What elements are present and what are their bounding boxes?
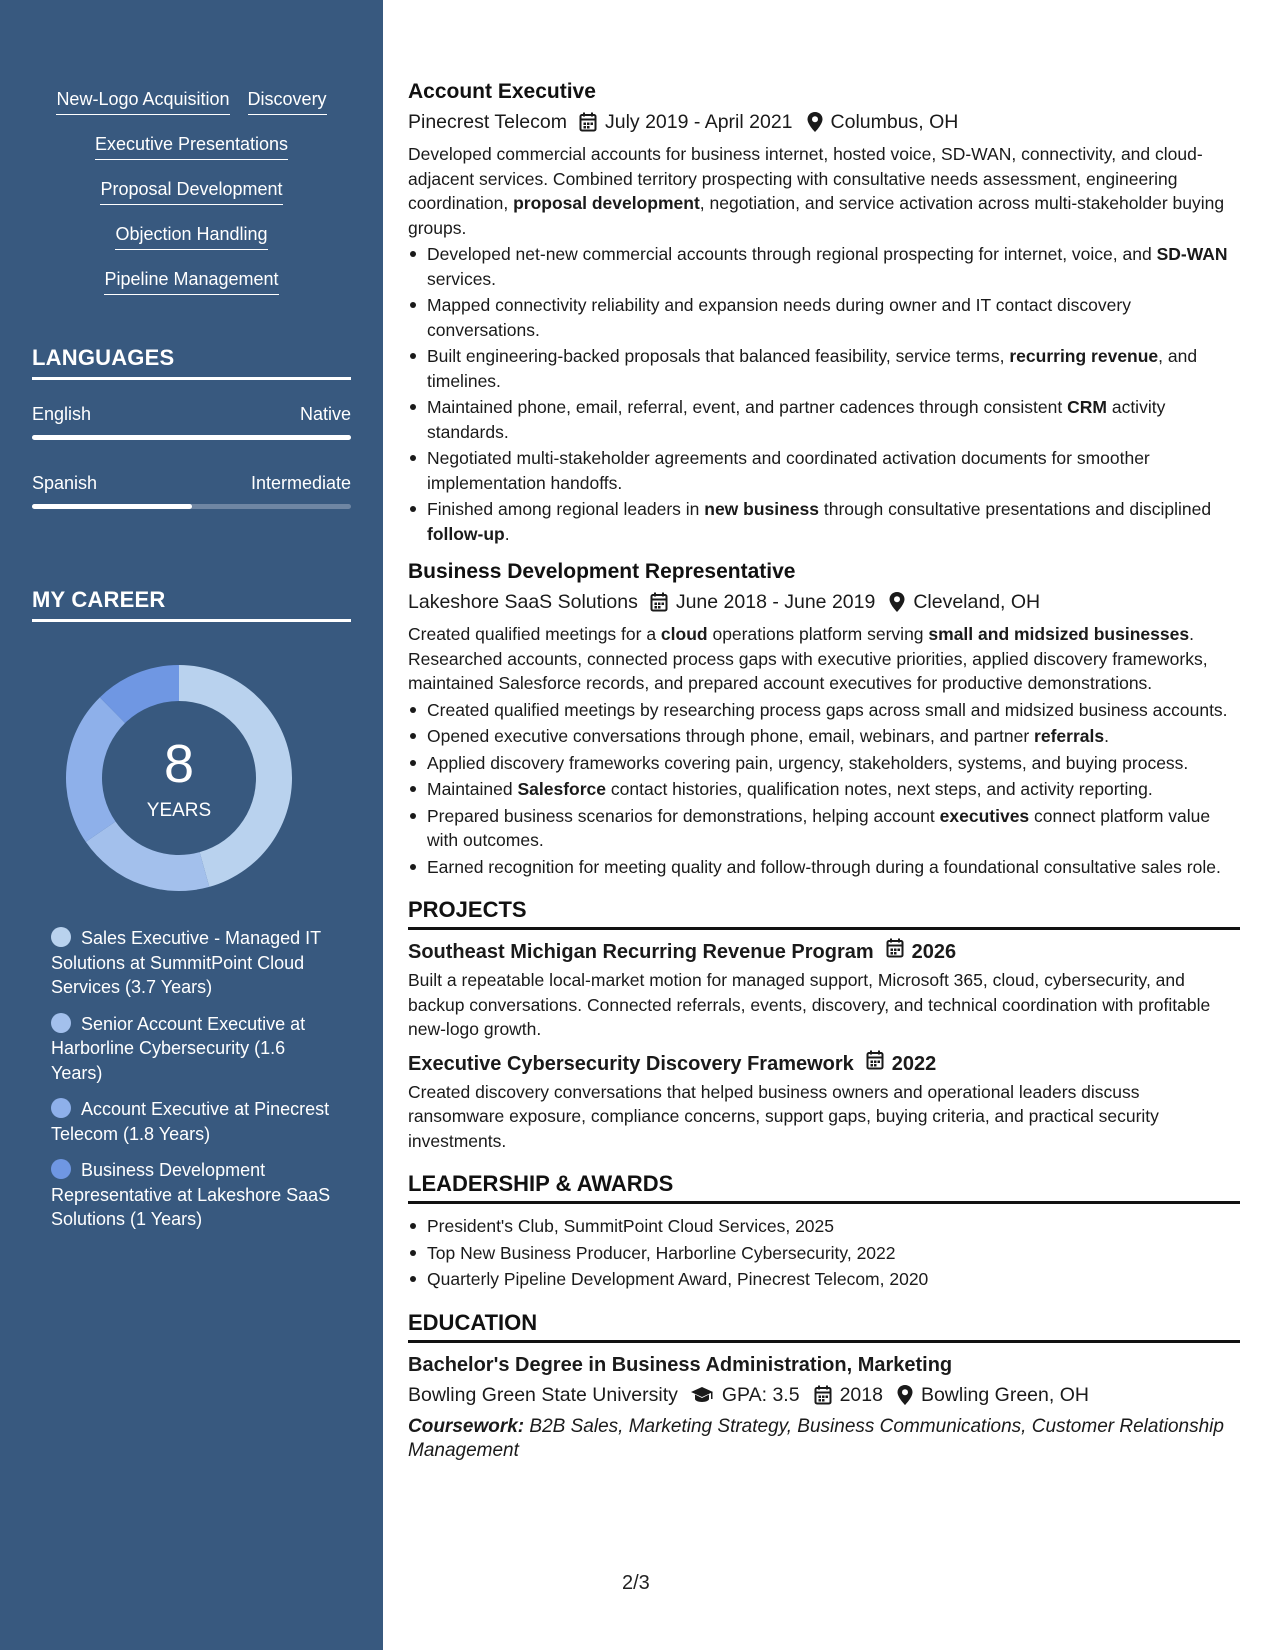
skill-tag: New-Logo Acquisition: [56, 86, 229, 115]
skill-tag: Discovery: [248, 86, 327, 115]
projects-heading: PROJECTS: [408, 897, 1240, 930]
career-item: [51, 926, 331, 1000]
education-degree: Bachelor's Degree in Business Administration, Marketing: [408, 1353, 953, 1376]
career-item: [51, 1097, 331, 1146]
skills-list: [32, 86, 351, 311]
job-bullets: [408, 242, 1240, 546]
career-heading: MY CAREER: [32, 587, 351, 622]
award-item: Quarterly Pipeline Development Award, Pinecrest Telecom, 2020: [408, 1267, 1240, 1292]
project-entry: [408, 938, 1240, 1042]
career-dot: [51, 927, 71, 947]
calendar-icon: [866, 1050, 884, 1078]
job-bullet: Maintained phone, email, referral, event, and partner cadences through consistent CRM activity standards.: [408, 395, 1240, 444]
job-summary: Created qualified meetings for a cloud operations platform serving small and midsized businesses. Researched accounts, connected process gaps with executive priorities, applied discovery frameworks, maintained Salesforce records, and prepared account executives for productive demonstrations.: [408, 624, 1208, 693]
job-entry: [408, 78, 1240, 546]
job-bullet: Applied discovery frameworks covering pain, urgency, stakeholders, systems, and buying process.: [408, 751, 1240, 776]
skill-tag: Objection Handling: [115, 221, 267, 250]
skill-row: [32, 176, 351, 221]
job-title: Account Executive: [408, 80, 596, 103]
calendar-icon: [814, 1385, 832, 1405]
job-bullet: Earned recognition for meeting quality and follow-through during a foundational consultative sales role.: [408, 855, 1240, 880]
education-school: Bowling Green State University: [408, 1383, 678, 1406]
job-bullet: Mapped connectivity reliability and expansion needs during owner and IT contact discovery conversations.: [408, 293, 1240, 342]
language-bar: [32, 435, 351, 440]
language-level: Intermediate: [250, 473, 351, 493]
job-company: Pinecrest Telecom: [408, 111, 567, 133]
coursework-label: Coursework:: [408, 1415, 525, 1437]
education-heading: EDUCATION: [408, 1310, 1240, 1343]
career-item: [51, 1012, 331, 1086]
skill-row: [32, 221, 351, 266]
job-bullets: [408, 698, 1240, 880]
project-title: Southeast Michigan Recurring Revenue Program: [408, 941, 874, 963]
job-dates: June 2018 - June 2019: [675, 591, 876, 613]
skill-tag: Proposal Development: [100, 176, 282, 205]
job-location: Cleveland, OH: [913, 591, 1041, 613]
job-bullet: Created qualified meetings by researching process gaps across small and midsized business accounts.: [408, 698, 1240, 723]
languages-heading: LANGUAGES: [32, 345, 351, 380]
job-bullet: Negotiated multi-stakeholder agreements and coordinated activation documents for smoother implementation handoffs.: [408, 446, 1240, 495]
job-dates: July 2019 - April 2021: [604, 111, 793, 133]
job-location: Columbus, OH: [830, 111, 959, 133]
job-bullet: Opened executive conversations through phone, email, webinars, and partner referrals.: [408, 724, 1240, 749]
career-dot: [51, 1013, 71, 1033]
language-level: Native: [299, 404, 351, 424]
job-meta: [408, 588, 1240, 616]
location-pin-icon: [889, 592, 905, 612]
project-description: Created discovery conversations that helped business owners and operational leaders discuss ransomware exposure, compliance concerns, support gaps, buying criteria, and practical security investments.: [408, 1081, 1159, 1151]
language-bar-fill: [32, 504, 192, 509]
skill-tag: Executive Presentations: [95, 131, 288, 160]
skill-row: [32, 266, 351, 311]
award-item: President's Club, SummitPoint Cloud Services, 2025: [408, 1214, 1240, 1239]
job-bullet: Developed net-new commercial accounts through regional prospecting for internet, voice, and SD-WAN services.: [408, 242, 1240, 291]
award-item: Top New Business Producer, Harborline Cybersecurity, 2022: [408, 1241, 1240, 1266]
job-bullet: Built engineering-backed proposals that balanced feasibility, service terms, recurring revenue, and timelines.: [408, 344, 1240, 393]
page-number: 2/3: [622, 1572, 650, 1594]
sidebar: [0, 0, 383, 1650]
career-item-text: Business Development Representative at Lakeshore SaaS Solutions (1 Years): [51, 1160, 331, 1229]
job-meta: [408, 108, 1240, 136]
language-name: Spanish: [32, 473, 98, 493]
coursework-text: B2B Sales, Marketing Strategy, Business Communications, Customer Relationship Management: [408, 1415, 1224, 1461]
career-donut: [66, 665, 292, 891]
main-content: [408, 78, 1240, 1464]
language-item: [32, 404, 351, 440]
calendar-icon: [886, 938, 904, 966]
job-entry: [408, 558, 1240, 879]
project-entry: [408, 1050, 1240, 1154]
education-location: Bowling Green, OH: [920, 1383, 1089, 1406]
awards-list: [408, 1214, 1240, 1292]
career-total-years: 8: [163, 734, 195, 794]
calendar-icon: [650, 592, 668, 612]
career-total-unit: YEARS: [146, 800, 212, 821]
career-item: [51, 1158, 331, 1232]
language-name: English: [32, 404, 92, 424]
project-year: 2026: [911, 941, 957, 963]
education-year: 2018: [839, 1383, 883, 1406]
education-meta: [408, 1381, 1240, 1409]
awards-heading: LEADERSHIP & AWARDS: [408, 1171, 1240, 1204]
career-item-text: Senior Account Executive at Harborline Cybersecurity (1.6 Years): [51, 1013, 306, 1083]
location-pin-icon: [897, 1385, 913, 1405]
project-description: Built a repeatable local-market motion for managed support, Microsoft 365, cloud, cybersecurity, and backup conversations. Connected referrals, events, discovery, and technical coordination with profitable new-logo growth.: [408, 970, 1211, 1039]
language-bar: [32, 504, 351, 509]
location-pin-icon: [807, 112, 823, 132]
career-item-text: Sales Executive - Managed IT Solutions at SummitPoint Cloud Services (3.7 Years): [51, 928, 321, 997]
calendar-icon: [579, 112, 597, 132]
job-bullet: Prepared business scenarios for demonstrations, helping account executives connect platform value with outcomes.: [408, 804, 1240, 853]
job-summary: Developed commercial accounts for business internet, hosted voice, SD-WAN, connectivity, and cloud-adjacent services. Combined territory prospecting with consultative needs assessment, engineering coordination, proposal development, negotiation, and service activation across multi-stakeholder buying groups.: [408, 144, 1225, 238]
skill-tag: Pipeline Management: [104, 266, 278, 295]
skill-row: [32, 86, 351, 131]
project-title-row: [408, 1050, 1240, 1078]
education-gpa: GPA: 3.5: [721, 1383, 800, 1406]
job-title: Business Development Representative: [408, 560, 796, 583]
job-company: Lakeshore SaaS Solutions: [408, 591, 638, 613]
project-title: Executive Cybersecurity Discovery Framework: [408, 1052, 854, 1075]
graduation-cap-icon: [690, 1386, 714, 1404]
project-year: 2022: [891, 1052, 937, 1075]
language-item: [32, 473, 351, 509]
job-bullet: Finished among regional leaders in new business through consultative presentations and disciplined follow-up.: [408, 497, 1240, 546]
career-dot: [51, 1098, 71, 1118]
career-item-text: Account Executive at Pinecrest Telecom (1.8 Years): [51, 1099, 330, 1144]
career-dot: [51, 1159, 71, 1179]
language-bar-fill: [32, 435, 351, 440]
career-list: [51, 926, 331, 1244]
project-title-row: [408, 938, 1240, 966]
education-coursework: [408, 1415, 1240, 1464]
job-bullet: Maintained Salesforce contact histories, qualification notes, next steps, and activity reporting.: [408, 777, 1240, 802]
skill-row: [32, 131, 351, 176]
